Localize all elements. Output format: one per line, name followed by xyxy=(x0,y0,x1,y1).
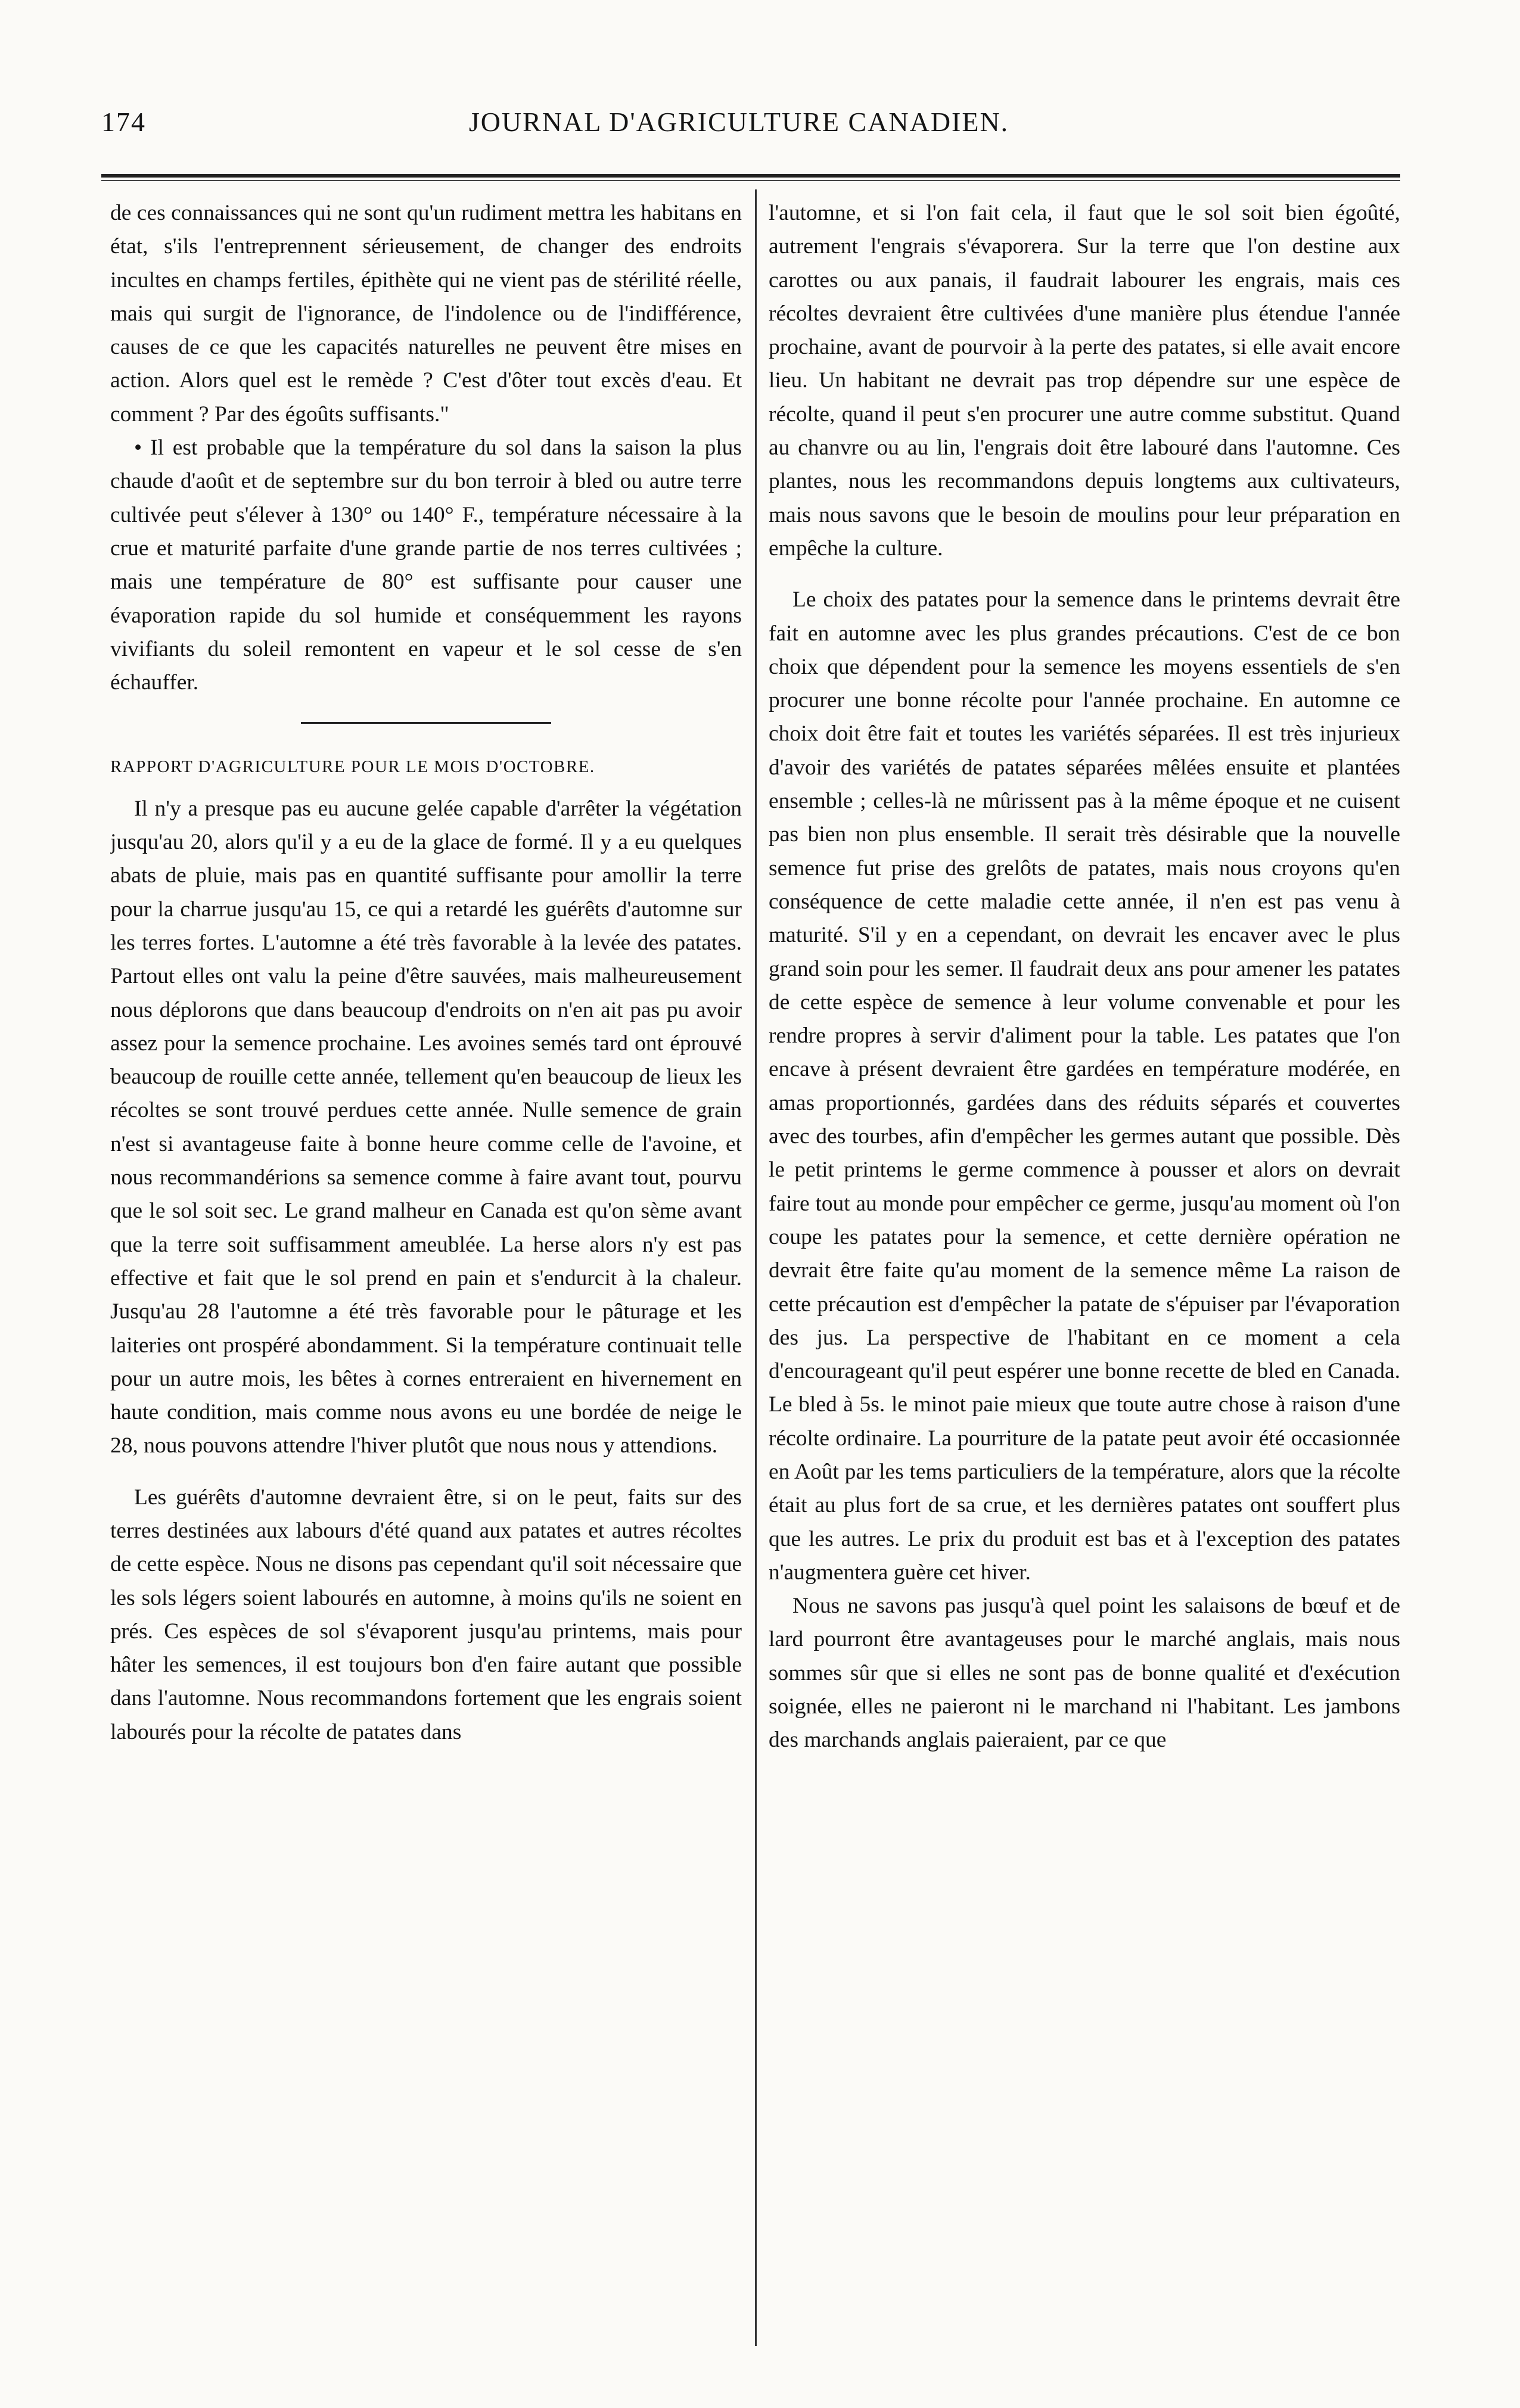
running-title: JOURNAL D'AGRICULTURE CANADIEN. xyxy=(468,107,1009,137)
paragraph: Les guérêts d'automne devraient être, si on le peut, faits sur des terres destinées aux labours d'été quand aux patates et autres récoltes de cette espèce. Nous ne disons pas cependant qu'il soit nécessaire que les sols légers soient labourés en automne, à moins qu'ils ne soient en prés. Ces espèces de sol s'évaporent jusqu'au printems, mais pour hâter les semences, il est toujours bon d'en faire autant que possible dans l'automne. Nous recommandons fortement que les engrais soient labourés pour la récolte de patates dans xyxy=(110,1485,742,1744)
page-header xyxy=(101,106,1376,148)
paragraph xyxy=(110,431,742,699)
paragraph-gap xyxy=(110,1463,742,1481)
paragraph: de ces connaissances qui ne sont qu'un rudiment mettra les habitans en état, s'ils l'entreprennent sérieusement, de changer des endroits incultes en champs fertiles, épithète qui ne vient pas de stérilité réelle, mais qui surgit de l'ignorance, de l'indolence ou de l'indifférence, causes de ce que les capacités naturelles ne peuvent être mises en action. Alors quel est le remède ? C'est d'ôter tout excès d'eau. Et comment ? Par des égoûts suffisants." xyxy=(110,201,742,427)
column-divider xyxy=(755,189,757,2346)
paragraph: Il n'y a presque pas eu aucune gelée capable d'arrêter la végétation jusqu'au 20, alors qu'il y a eu de la glace de formé. Il y a eu quelques abats de pluie, mais pas en quantité suffisante pour amollir la terre pour la charrue jusqu'au 15, ce qui a retardé les guérêts d'automne sur les terres fortes. L'automne a été très favorable à la levée des patates. Partout elles ont valu la peine d'être sauvées, mais malheureusement nous déplorons que dans beaucoup d'endroits on n'en ait pas pu avoir assez pour la semence prochaine. Les avoines semés tard ont éprouvé beaucoup de rouille cette année, tellement qu'en beaucoup de lieux les récoltes se sont trouvé perdues cette année. Nulle semence de grain n'est si avantageuse faite à bonne heure comme celle de l'avoine, et nous recommandérions sa semence comme à faire avant tout, pourvu que le sol soit sec. Le grand malheur en Canada est qu'on sème avant que la terre soit suffisamment ameublée. La herse alors n'y est pas effective et fait que le sol prend en pain et s'endurcit à la chaleur. Jusqu'au 28 l'automne a été très favorable pour le pâturage et les laiteries ont prospéré abondamment. Si la température continuait telle pour un autre mois, les bêtes à cornes entreraient en hivernement en haute condition, mais comme nous avons eu une bordée de neige le 28, nous pouvons attendre l'hiver plutôt que nous nous y attendions. xyxy=(110,796,742,1458)
right-column xyxy=(769,197,1400,2341)
bullet-mark: • xyxy=(134,435,142,461)
page-number: 174 xyxy=(101,107,146,137)
paragraph-gap xyxy=(769,565,1400,583)
paragraph: l'automne, et si l'on fait cela, il faut que le sol soit bien égoûté, autrement l'engrais s'évaporera. Sur la terre que l'on destine aux carottes ou aux panais, il faudrait labourer les engrais, mais ces récoltes devraient être cultivées d'une manière plus étendue l'année prochaine, avant de pourvoir à la perte des patates, si elle avait encore lieu. Un habitant ne devrait pas trop dépendre sur une espèce de récolte, quand il peut s'en procurer une autre comme substitut. Quand au chanvre ou au lin, l'engrais doit être labouré dans l'automne. Ces plantes, nous les recommandons depuis longtems aux cultivateurs, mais nous savons que le besoin de moulins pour leur préparation en empêche la culture. xyxy=(769,201,1400,561)
left-column xyxy=(110,197,742,2341)
paragraph-text: Il est probable que la température du sol dans la saison la plus chaude d'août et de septembre sur du bon terroir à bled ou autre terre cultivée peut s'élever à 130° ou 140° F., température nécessaire à la crue et maturité parfaite d'une grande partie de nos terres cultivées ; mais une température de 80° est suffisante pour causer une évaporation rapide du sol humide et conséquemment les rayons vivifiants du soleil remontent en vapeur et le sol cesse de s'en échauffer. xyxy=(110,435,742,695)
section-heading: RAPPORT D'AGRICULTURE POUR LE MOIS D'OCTOBRE. xyxy=(110,757,595,777)
paragraph: Nous ne savons pas jusqu'à quel point les salaisons de bœuf et de lard pourront être avantageuses pour le marché anglais, mais nous sommes sûr que si elles ne sont pas de bonne qualité et d'exécution soignée, elles ne paieront ni le marchand ni l'habitant. Les jambons des marchands anglais paieraient, par ce que xyxy=(769,1594,1400,1753)
header-rule xyxy=(101,174,1400,181)
paragraph: Le choix des patates pour la semence dans le printems devrait être fait en automne avec les plus grandes précautions. C'est de ce bon choix que dépendent pour la semence les moyens essentiels de s'en procurer une bonne récolte pour l'année prochaine. En automne ce choix doit être fait et toutes les variétés séparées. Il est très injurieux d'avoir des variétés de patates séparées mêlées ensuite et plantées ensemble ; celles-là ne mûrissent pas à la même époque et ne cuisent pas bien non plus ensemble. Il serait très désirable que la nouvelle semence fut prise des grelôts de patates, mais nous croyons qu'en conséquence de cette maladie cette année, il n'en est pas venu à maturité. S'il y en a cependant, on devrait les encaver avec le plus grand soin pour les semer. Il faudrait deux ans pour amener les patates de cette espèce de semence à leur volume convenable et pour les rendre propres à servir d'aliment pour la table. Les patates que l'on encave à présent devraient être gardées en température modérée, en amas proportionnés, gardées dans des réduits séparés et couvertes avec des tourbes, afin d'empêcher les germes autant que possible. Dès le petit printems le germe commence à pousser et alors on devrait faire tout au monde pour empêcher ce germe, jusqu'au moment où l'on coupe les patates pour la semence, et cette dernière opération ne devrait être faite qu'au moment de la semence même La raison de cette précaution est d'empêcher la patate de s'épuiser par l'évaporation des jus. La perspective de l'habitant en ce moment a cela d'encourageant qu'il peut espérer une bonne recette de bled en Canada. Le bled à 5s. le minot paie mieux que toute autre chose à raison d'une récolte ordinaire. La pourriture de la patate peut avoir été occasionnée en Août par les tems particuliers de la température, alors que la récolte était au plus fort de sa crue, et les dernières patates ont souffert plus que les autres. Le prix du produit est bas et à l'exception des patates n'augmentera guère cet hiver. xyxy=(769,587,1400,1585)
section-rule xyxy=(301,722,551,724)
